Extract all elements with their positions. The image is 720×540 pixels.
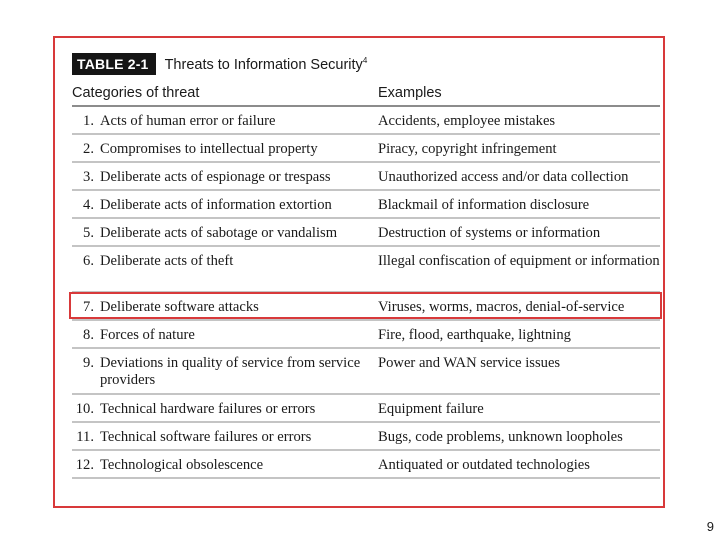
table-tag: TABLE 2-1 (72, 53, 156, 75)
table-row (72, 395, 660, 423)
threat-category: Deliberate acts of sabotage or vandalism (100, 225, 338, 241)
row-number: 3. (83, 169, 94, 185)
threat-example: Accidents, employee mistakes (378, 113, 556, 129)
threat-category: Forces of nature (100, 327, 195, 343)
row-number: 7. (83, 299, 94, 315)
threat-category: Deliberate software attacks (100, 299, 259, 315)
row-number: 9. (83, 355, 94, 371)
threat-category: Compromises to intellectual property (100, 141, 318, 157)
threat-example: Destruction of systems or information (378, 225, 601, 241)
row-number: 5. (83, 225, 94, 241)
table-row (72, 247, 660, 293)
row-number: 8. (83, 327, 94, 343)
table-row (72, 107, 660, 135)
threat-example: Antiquated or outdated technologies (378, 457, 590, 473)
row-number: 2. (83, 141, 94, 157)
table-row (72, 451, 660, 479)
threat-category: Acts of human error or failure (100, 113, 276, 129)
row-number: 12. (75, 457, 94, 473)
page-number: 9 (706, 519, 714, 534)
threat-example: Fire, flood, earthquake, lightning (378, 327, 571, 343)
column-header-examples: Examples (378, 85, 442, 101)
table-row (72, 219, 660, 247)
threat-example: Blackmail of information disclosure (378, 197, 590, 213)
table-row (72, 191, 660, 219)
table-row (72, 349, 660, 395)
row-number: 6. (83, 253, 94, 269)
table-heading (72, 53, 367, 75)
table-row (72, 321, 660, 349)
row-number: 10. (75, 401, 94, 417)
threat-example: Power and WAN service issues (378, 355, 561, 371)
table-row (72, 135, 660, 163)
threat-category: Deliberate acts of theft (100, 253, 234, 269)
table-row (72, 163, 660, 191)
table-row (72, 423, 660, 451)
threat-example: Bugs, code problems, unknown loopholes (378, 429, 623, 445)
table-title-note: 4 (362, 55, 368, 65)
row-number: 1. (83, 113, 94, 129)
threat-example: Illegal confiscation of equipment or information (378, 253, 660, 269)
table-title-text: Threats to Information Security (164, 56, 363, 73)
row-number: 4. (83, 197, 94, 213)
table-title (165, 56, 368, 73)
threat-category: Deliberate acts of espionage or trespass (100, 169, 331, 185)
threat-category: Technical software failures or errors (100, 429, 312, 445)
row-highlight-box (69, 292, 662, 319)
threat-category: Technical hardware failures or errors (100, 401, 316, 417)
threat-example: Equipment failure (378, 401, 484, 417)
threat-category: Deviations in quality of service from service providers (100, 355, 361, 388)
column-header-category: Categories of threat (72, 85, 200, 101)
threat-category: Technological obsolescence (100, 457, 264, 473)
threat-example: Unauthorized access and/or data collection (378, 169, 629, 185)
column-headers (72, 83, 660, 107)
threat-example: Viruses, worms, macros, denial-of-service (378, 299, 625, 315)
row-number: 11. (76, 429, 94, 445)
threat-example: Piracy, copyright infringement (378, 141, 557, 157)
threat-category: Deliberate acts of information extortion (100, 197, 332, 213)
